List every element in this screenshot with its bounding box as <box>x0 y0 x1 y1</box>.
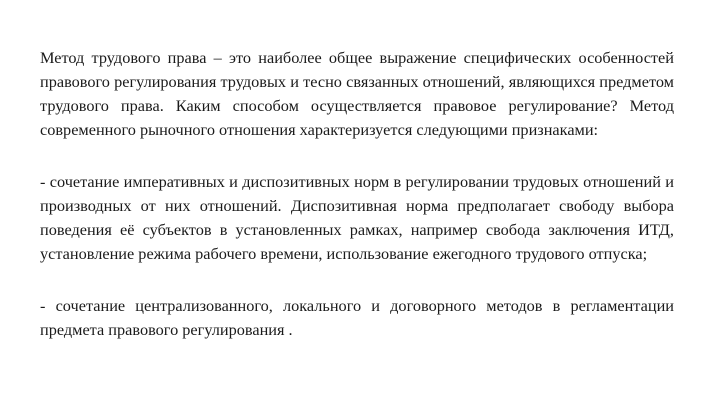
paragraph-method-definition: Метод трудового права – это наиболее общее выражение специфических особенностей правового регулирования трудовых и тесно связанных отношений, являющихся предметом трудового права. Каким способом осуществляется правовое регулирование? Метод современного рыночного отношения характеризуется следующими признаками: <box>40 48 674 139</box>
paragraph-methods-combination: - сочетание централизованного, локального и договорного методов в регламентации предмета правового регулирования . <box>40 296 674 339</box>
paragraph-norms-combination: - сочетание императивных и диспозитивных норм в регулировании трудовых отношений и производных от них отношений. Диспозитивная норма предполагает свободу выбора поведения её субъектов в установленных рамках, например свобода заключения ИТД, установление режима рабочего времени, использование ежегодного трудового отпуска; <box>40 172 674 263</box>
